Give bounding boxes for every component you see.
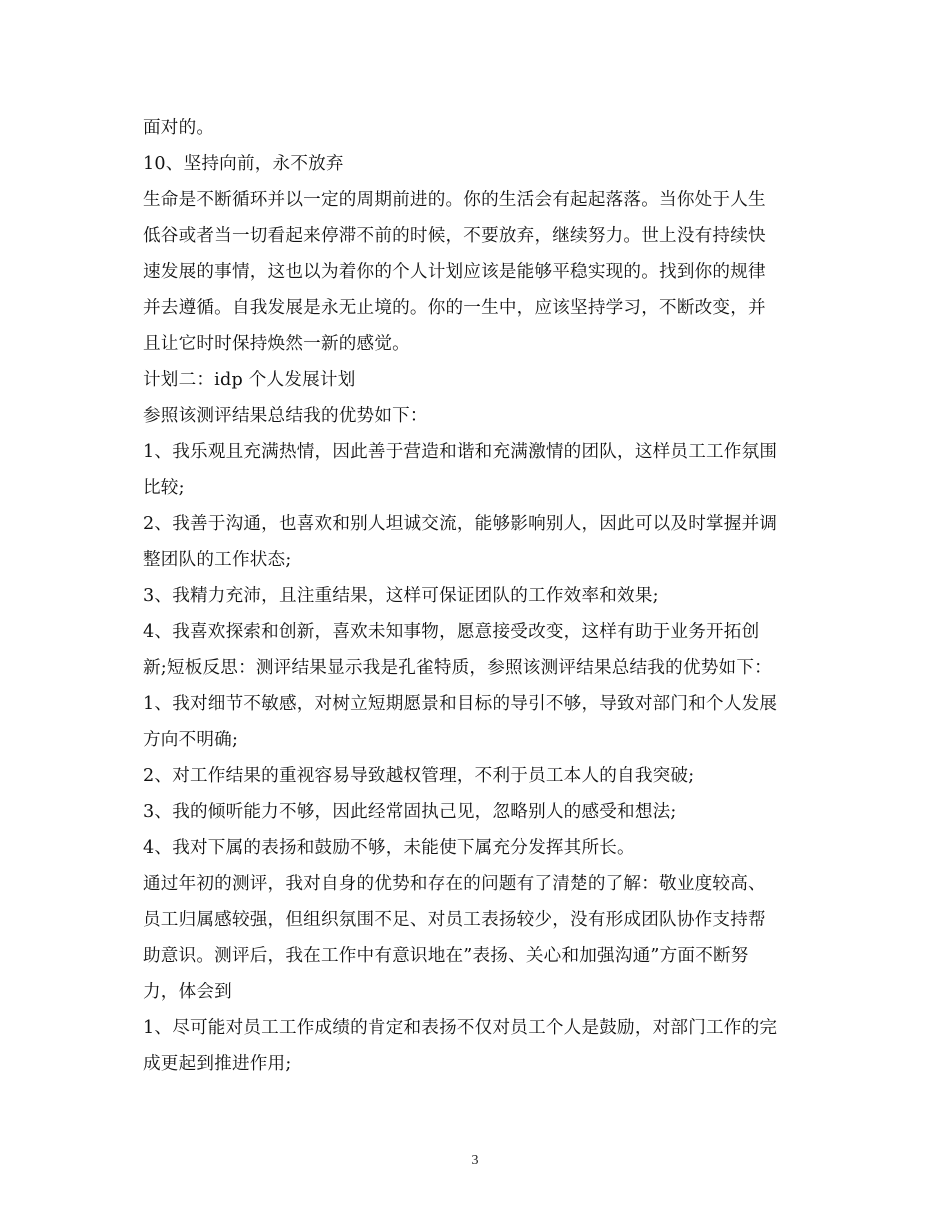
list-item: 1、我对细节不敏感，对树立短期愿景和目标的导引不够，导致对部门和个人发展 [143, 694, 778, 714]
text-line: 成更起到推进作用; [143, 1054, 292, 1074]
text-line: 通过年初的测评，我对自身的优势和存在的问题有了清楚的了解：敬业度较高、 [143, 874, 766, 894]
list-item: 2、我善于沟通，也喜欢和别人坦诚交流，能够影响别人，因此可以及时掌握并调 [143, 514, 778, 534]
list-item: 1、我乐观且充满热情，因此善于营造和谐和充满激情的团队，这样员工工作氛围 [143, 442, 778, 462]
text-line: 低谷或者当一切看起来停滞不前的时候，不要放弃，继续努力。世上没有持续快 [143, 226, 766, 246]
text-line: 并去遵循。自我发展是永无止境的。你的一生中，应该坚持学习，不断改变，并 [143, 298, 766, 318]
section-heading: 计划二：idp 个人发展计划 [143, 370, 356, 390]
text-line: 速发展的事情，这也以为着你的个人计划应该是能够平稳实现的。找到你的规律 [143, 262, 766, 282]
list-item: 4、我对下属的表扬和鼓励不够，未能使下属充分发挥其所长。 [143, 838, 635, 858]
text-line: 力，体会到 [143, 982, 232, 1002]
text-line: 且让它时时保持焕然一新的感觉。 [143, 334, 410, 354]
text-line: 10、坚持向前，永不放弃 [143, 154, 344, 174]
page-number: 3 [471, 1153, 479, 1168]
list-item: 3、我精力充沛，且注重结果，这样可保证团队的工作效率和效果; [143, 586, 659, 606]
list-item: 1、尽可能对员工工作成绩的肯定和表扬不仅对员工个人是鼓励，对部门工作的完 [143, 1018, 778, 1038]
list-item: 4、我喜欢探索和创新，喜欢未知事物，愿意接受改变，这样有助于业务开拓创 [143, 622, 760, 642]
list-item: 2、对工作结果的重视容易导致越权管理，不利于员工本人的自我突破; [143, 766, 695, 786]
text-line: 生命是不断循环并以一定的周期前进的。你的生活会有起起落落。当你处于人生 [143, 190, 766, 210]
text-line: 比较; [143, 478, 185, 498]
text-line: 整团队的工作状态; [143, 550, 292, 570]
list-item: 3、我的倾听能力不够，因此经常固执己见，忽略别人的感受和想法; [143, 802, 677, 822]
text-line: 面对的。 [143, 118, 215, 138]
text-line: 员工归属感较强，但组织氛围不足、对员工表扬较少，没有形成团队协作支持帮 [143, 910, 766, 930]
text-line: 参照该测评结果总结我的优势如下： [143, 406, 428, 426]
text-line: 方向不明确; [143, 730, 239, 750]
text-line: 新;短板反思：测评结果显示我是孔雀特质，参照该测评结果总结我的优势如下： [143, 658, 772, 678]
text-line: 助意识。测评后，我在工作中有意识地在”表扬、关心和加强沟通”方面不断努 [143, 946, 749, 966]
